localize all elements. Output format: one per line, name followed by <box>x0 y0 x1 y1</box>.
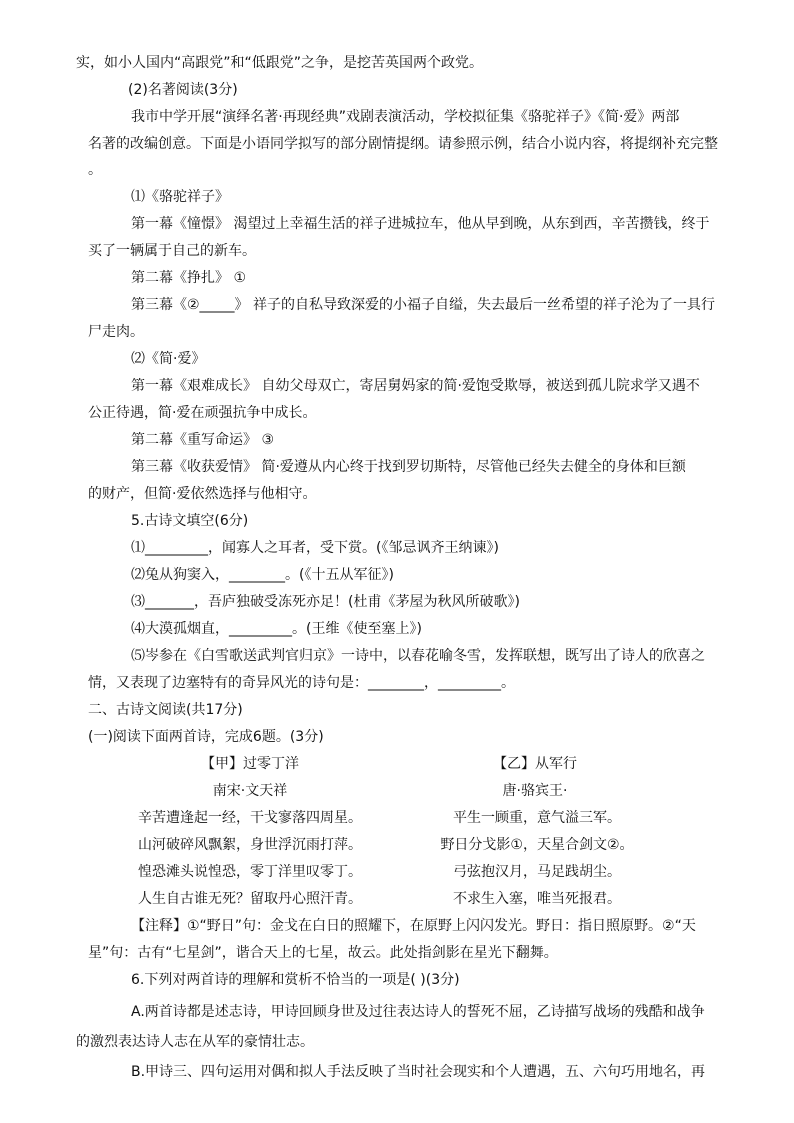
text-line: 尸走肉。 <box>88 324 144 340</box>
poem-line: 不求生入塞，唯当死报君。 <box>453 891 621 907</box>
poem-author: 唐·骆宾王· <box>502 783 568 799</box>
text-line: ⑵兔从狗窦入，________。(《十五从军征》) <box>131 567 394 583</box>
text-line: 第一幕《艰难成长》 自幼父母双亡，寄居舅妈家的简·爱饱受欺辱，被送到孤儿院求学又遇不 <box>131 378 700 394</box>
poem-line: 辛苦遭逢起一经，干戈寥落四周星。 <box>138 810 362 826</box>
text-line: 实，如小人国内“高跟党”和“低跟党”之争，是挖苦英国两个政党。 <box>76 55 484 71</box>
poem-title: 【乙】从军行 <box>493 756 577 772</box>
text-line: ⑸岑参在《白雪歌送武判官归京》一诗中，以春花喻冬雪，发挥联想，既写出了诗人的欣喜之 <box>131 648 705 664</box>
text-line: 我市中学开展“演绎名著·再现经典”戏剧表演活动，学校拟征集《骆驼祥子》《简·爱》两部 <box>131 109 680 125</box>
poem-line: 惶恐滩头说惶恐，零丁洋里叹零丁。 <box>138 864 362 880</box>
option-line: A.两首诗都是述志诗，甲诗回顾身世及过往表达诗人的誓死不屈，乙诗描写战场的残酷和战争 <box>131 1004 705 1020</box>
text-line: 公正待遇，简·爱在顽强抗争中成长。 <box>88 405 317 421</box>
text-line: 买了一辆属于自己的新车。 <box>88 243 256 259</box>
text-line: 第二幕《挣扎》 ① <box>131 270 247 286</box>
option-line: 的激烈表达诗人志在从军的豪情壮志。 <box>76 1034 314 1050</box>
poem-line: 人生自古谁无死？留取丹心照汗青。 <box>138 891 362 907</box>
text-line: ⑷大漠孤烟直，_________。(王维《使至塞上》) <box>131 621 422 637</box>
poem-author: 南宋·文天祥 <box>212 783 288 799</box>
subheading: ⑴《骆驼祥子》 <box>131 189 229 205</box>
note-line: 星”句：古有“七星剑”，谐合天上的七星，故云。此处指剑影在星光下翻舞。 <box>88 945 558 961</box>
option-line: B.甲诗三、四句运用对偶和拟人手法反映了当时社会现实和个人遭遇，五、六句巧用地名，再 <box>131 1064 706 1080</box>
section-heading: 二、古诗文阅读(共17分) <box>88 702 243 718</box>
text-line: 第二幕《重写命运》 ③ <box>131 432 275 448</box>
text-line: 的财产，但简·爱依然选择与他相守。 <box>88 486 317 502</box>
question-line: 6.下列对两首诗的理解和赏析不恰当的一项是( )(3分) <box>131 972 460 988</box>
subheading: ⑵《简·爱》 <box>131 351 206 367</box>
text-line: (一)阅读下面两首诗，完成6题。(3分) <box>88 729 324 745</box>
text-line: 名著的改编创意。下面是小语同学拟写的部分剧情提纲。请参照示例，结合小说内容，将提纲补充完整 <box>88 136 718 152</box>
poem-line: 山河破碎风飘絮，身世浮沉雨打萍。 <box>138 837 362 853</box>
poem-line: 野日分戈影①，天星合剑文②。 <box>440 837 634 853</box>
section-heading: 5.古诗文填空(6分) <box>131 513 249 529</box>
text-line: 第三幕《收获爱情》 简·爱遵从内心终于找到罗切斯特，尽管他已经失去健全的身体和巨额 <box>131 459 686 475</box>
text-line: ⑴_________，闻寡人之耳者，受下赏。(《邹忌讽齐王纳谏》) <box>131 540 499 556</box>
text-line: 第三幕《②_____》 祥子的自私导致深爱的小福子自缢，失去最后一丝希望的祥子沦为了一具行 <box>131 297 715 313</box>
section-heading: (2)名著阅读(3分) <box>128 82 238 98</box>
text-line: ⑶_______，吾庐独破受冻死亦足！(杜甫《茅屋为秋风所破歌》) <box>131 594 520 610</box>
note-line: 【注释】①“野日”句：金戈在白日的照耀下，在原野上闪闪发光。野日：指日照原野。②“天 <box>131 918 696 934</box>
text-line: 情，又表现了边塞特有的奇异风光的诗句是：________，_________。 <box>88 675 515 691</box>
text-line: 第一幕《憧憬》 渴望过上幸福生活的祥子进城拉车，他从早到晚，从东到西，辛苦攒钱，终于 <box>131 216 710 232</box>
text-line: 。 <box>88 162 102 178</box>
poem-line: 弓弦抱汉月，马足践胡尘。 <box>453 864 621 880</box>
poem-line: 平生一顾重，意气溢三军。 <box>453 810 621 826</box>
poem-title: 【甲】过零丁洋 <box>201 756 299 772</box>
